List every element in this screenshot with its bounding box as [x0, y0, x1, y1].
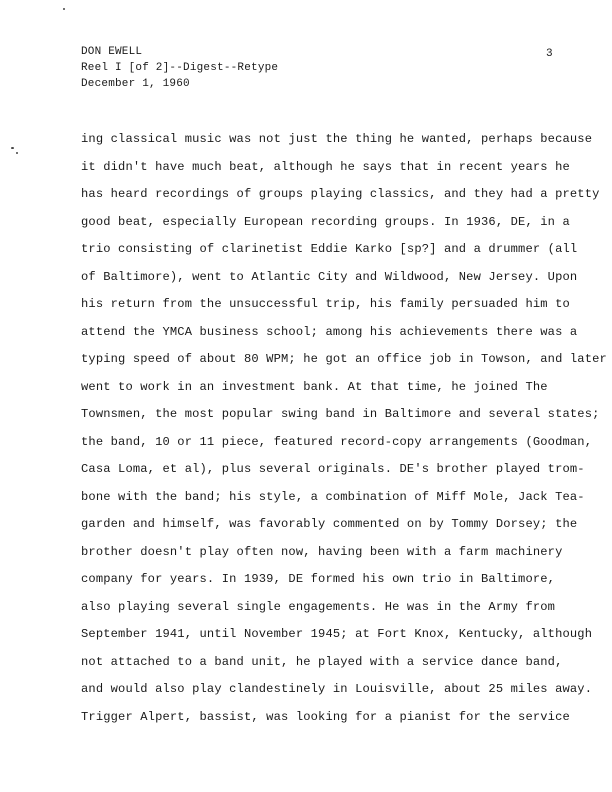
- transcript-header: [81, 44, 278, 92]
- text-line: trio consisting of clarinetist Eddie Karko [sp?] and a drummer (all: [81, 242, 578, 256]
- text-line: attend the YMCA business school; among his achievements there was a: [81, 324, 578, 339]
- text-line: brother doesn't play often now, having been with a farm machinery: [81, 544, 563, 559]
- text-line: and would also play clandestinely in Louisville, about 25 miles away.: [81, 682, 593, 696]
- interviewee-name: DON EWELL: [81, 46, 143, 58]
- text-line: ing classical music was not just the thing he wanted, perhaps because: [81, 132, 593, 146]
- text-line: Townsmen, the most popular swing band in Baltimore and several states;: [81, 407, 600, 421]
- body-text: [81, 126, 607, 731]
- scan-speck: [11, 147, 14, 149]
- scan-speck: [63, 8, 65, 10]
- text-line: company for years. In 1939, DE formed his own trio in Baltimore,: [81, 572, 556, 586]
- text-line: September 1941, until November 1945; at Fort Knox, Kentucky, although: [81, 627, 593, 641]
- text-line: his return from the unsuccessful trip, his family persuaded him to: [81, 297, 570, 311]
- text-line: went to work in an investment bank. At that time, he joined The: [81, 379, 548, 394]
- text-line: Trigger Alpert, bassist, was looking for a pianist for the service: [81, 709, 570, 724]
- text-line: the band, 10 or 11 piece, featured record-copy arrangements (Goodman,: [81, 434, 593, 449]
- interview-date: December 1, 1960: [81, 78, 190, 90]
- text-line: not attached to a band unit, he played with a service dance band,: [81, 654, 563, 669]
- text-line: Casa Loma, et al), plus several originals. DE's brother played trom-: [81, 462, 585, 476]
- text-line: garden and himself, was favorably commented on by Tommy Dorsey; the: [81, 517, 578, 531]
- text-line: it didn't have much beat, although he says that in recent years he: [81, 159, 570, 174]
- scan-speck: [16, 152, 18, 154]
- text-line: bone with the band; his style, a combination of Miff Mole, Jack Tea-: [81, 489, 585, 504]
- reel-label: Reel I [of 2]--Digest--Retype: [81, 62, 279, 74]
- text-line: good beat, especially European recording groups. In 1936, DE, in a: [81, 214, 570, 229]
- text-line: typing speed of about 80 WPM; he got an office job in Towson, and later: [81, 352, 607, 366]
- page-number: 3: [546, 48, 553, 60]
- text-line: also playing several single engagements. He was in the Army from: [81, 599, 556, 614]
- text-line: has heard recordings of groups playing classics, and they had a pretty: [81, 187, 600, 201]
- text-line: of Baltimore), went to Atlantic City and Wildwood, New Jersey. Upon: [81, 269, 578, 284]
